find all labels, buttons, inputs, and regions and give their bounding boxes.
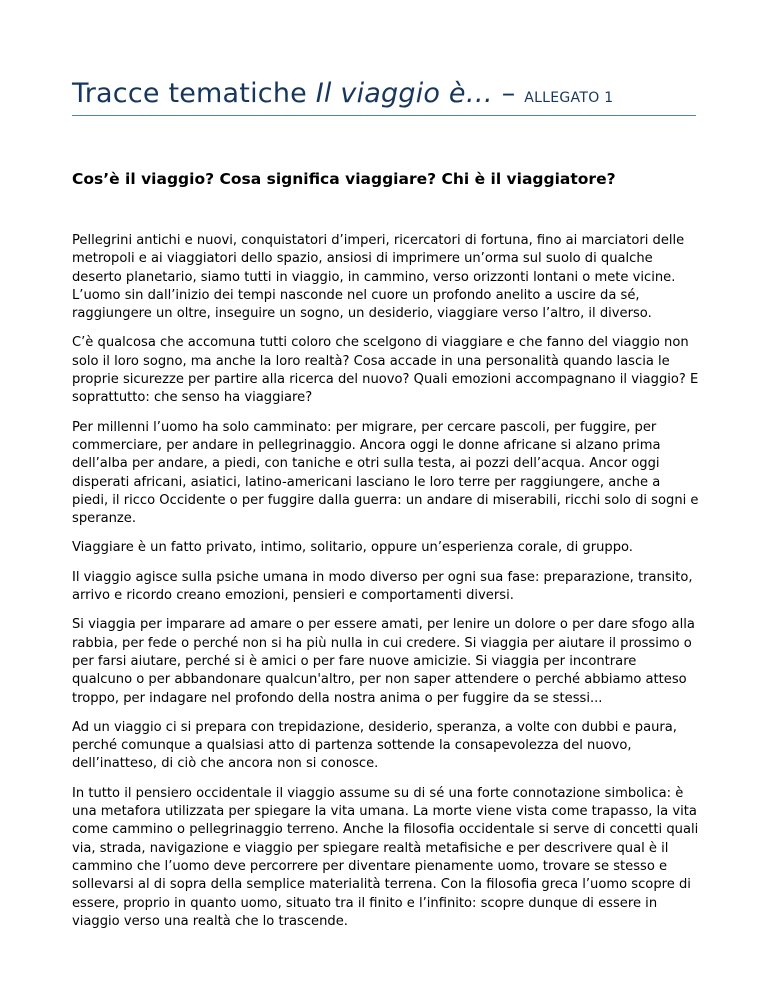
section-heading: Cos’è il viaggio? Cosa significa viaggiare? Chi è il viaggiatore?	[72, 170, 616, 188]
title-attachment-label: ALLEGATO 1	[524, 90, 614, 106]
title-main-text: Tracce tematiche	[72, 78, 316, 109]
title-separator: –	[492, 78, 525, 109]
paragraph: C’è qualcosa che accomuna tutti coloro che scelgono di viaggiare e che fanno del viaggio non solo il loro sogno, ma anche la loro realtà? Cosa accade in una personalità quando lascia le proprie sicurezze per partire alla ricerca del nuovo? Quali emozioni accompagnano il viaggio? E soprattutto: che senso ha viaggiare?	[72, 335, 699, 406]
paragraph: Il viaggio agisce sulla psiche umana in modo diverso per ogni sua fase: preparazione, transito, arrivo e ricordo creano emozioni, pensieri e comportamenti diversi.	[72, 569, 693, 604]
paragraph: Viaggiare è un fatto privato, intimo, solitario, oppure un’esperienza corale, di gruppo.	[72, 540, 633, 556]
paragraph: Si viaggia per imparare ad amare o per essere amati, per lenire un dolore o per dare sfogo alla rabbia, per fede o perché non si ha più nulla in cui credere. Si viaggia per aiutare il prossimo o per farsi aiutare, perché si è amici o per fare nuove amicizie. Si viaggia per incontrare qualcuno o per abbandonare qualcun'altro, per non saper attendere o perché abbiamo atteso troppo, per indagare nel profondo della nostra anima o per fuggire da se stessi...	[72, 617, 695, 706]
paragraph: Pellegrini antichi e nuovi, conquistatori d’imperi, ricercatori di fortuna, fino ai marciatori delle metropoli e ai viaggiatori dello spazio, ansiosi di imprimere un’orma sul suolo di qualche deserto planetario, siamo tutti in viaggio, in cammino, verso orizzonti lontani o mete vicine. L’uomo sin dall’inizio dei tempi nasconde nel cuore un profondo anelito a uscire da sé, raggiungere un oltre, inseguire un sogno, un desiderio, viaggiare verso l’altro, il diverso.	[72, 233, 685, 322]
document-title	[72, 78, 696, 116]
paragraph: Per millenni l’uomo ha solo camminato: per migrare, per cercare pascoli, per fuggire, per commerciare, per andare in pellegrinaggio. Ancora oggi le donne africane si alzano prima dell’alba per andare, a piedi, con taniche e otri sulla testa, ai pozzi dell’acqua. Ancor oggi disperati africani, asiatici, latino-americani lasciano le loro terre per raggiungere, anche a piedi, il ricco Occidente o per fuggire dalla guerra: un andare di miserabili, ricchi solo di sogni e speranze.	[72, 419, 699, 527]
body-text	[72, 232, 700, 942]
paragraph: In tutto il pensiero occidentale il viaggio assume su di sé una forte connotazione simbolica: è una metafora utilizzata per spiegare la vita umana. La morte viene vista come trapasso, la vita come cammino o pellegrinaggio terreno. Anche la filosofia occidentale si serve di concetti quali via, strada, navigazione e viaggio per spiegare realtà metafisiche e per descrivere qual è il cammino che l’uomo deve percorrere per diventare pienamente uomo, trovare se stesso e sollevarsi al di sopra della semplice materialità terrena. Con la filosofia greca l’uomo scopre di essere, proprio in quanto uomo, situato tra il finito e l’infinito: scopre dunque di essere in viaggio verso una realtà che lo trascende.	[72, 785, 699, 929]
title-italic-text: Il viaggio è…	[315, 78, 493, 109]
paragraph: Ad un viaggio ci si prepara con trepidazione, desiderio, speranza, a volte con dubbi e paura, perché comunque a qualsiasi atto di partenza sottende la consapevolezza del nuovo, dell’inatteso, di ciò che ancora non si conosce.	[72, 719, 677, 772]
